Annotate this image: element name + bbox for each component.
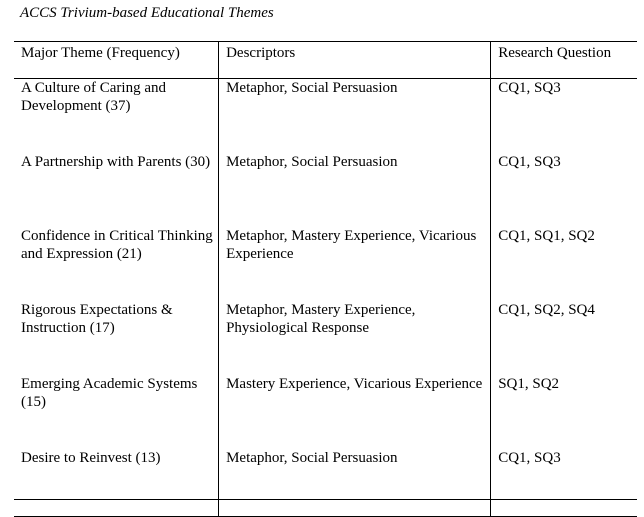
empty-cell [14,500,219,517]
table-caption: ACCS Trivium-based Educational Themes [20,5,274,21]
research-question-cell: CQ1, SQ3 [491,449,637,500]
empty-cell [219,500,491,517]
research-question-cell: CQ1, SQ1, SQ2 [491,227,637,301]
research-question-cell: CQ1, SQ3 [491,153,637,227]
header-major-theme: Major Theme (Frequency) [14,42,219,79]
descriptors-cell: Metaphor, Mastery Experience, Physiological Response [219,301,491,375]
table-row [14,449,637,500]
table-row [14,301,637,375]
theme-cell: A Partnership with Parents (30) [21,154,211,170]
table-row [14,153,637,227]
research-question-cell: CQ1, SQ3 [491,79,637,154]
table-row [14,227,637,301]
header-descriptors: Descriptors [219,42,491,79]
descriptors-cell: Metaphor, Social Persuasion [219,79,491,154]
research-question-cell: CQ1, SQ2, SQ4 [491,301,637,375]
theme-cell: Rigorous Expectations & Instruction (17) [21,302,173,336]
table-row [14,375,637,449]
research-question-cell: SQ1, SQ2 [491,375,637,449]
theme-cell: Emerging Academic Systems (15) [21,376,198,410]
table-header-row [14,42,637,79]
table-empty-row [14,500,637,517]
empty-cell [491,500,637,517]
descriptors-cell: Metaphor, Mastery Experience, Vicarious Experience [219,227,491,301]
descriptors-cell: Metaphor, Social Persuasion [219,153,491,227]
theme-cell: Confidence in Critical Thinking and Expression (21) [21,228,213,262]
descriptors-cell: Metaphor, Social Persuasion [219,449,491,500]
header-research-question: Research Question [491,42,637,79]
table-row [14,79,637,154]
themes-table [14,41,637,517]
theme-cell: Desire to Reinvest (13) [21,450,161,466]
descriptors-cell: Mastery Experience, Vicarious Experience [219,375,491,449]
theme-cell: A Culture of Caring and Development (37) [21,80,166,114]
